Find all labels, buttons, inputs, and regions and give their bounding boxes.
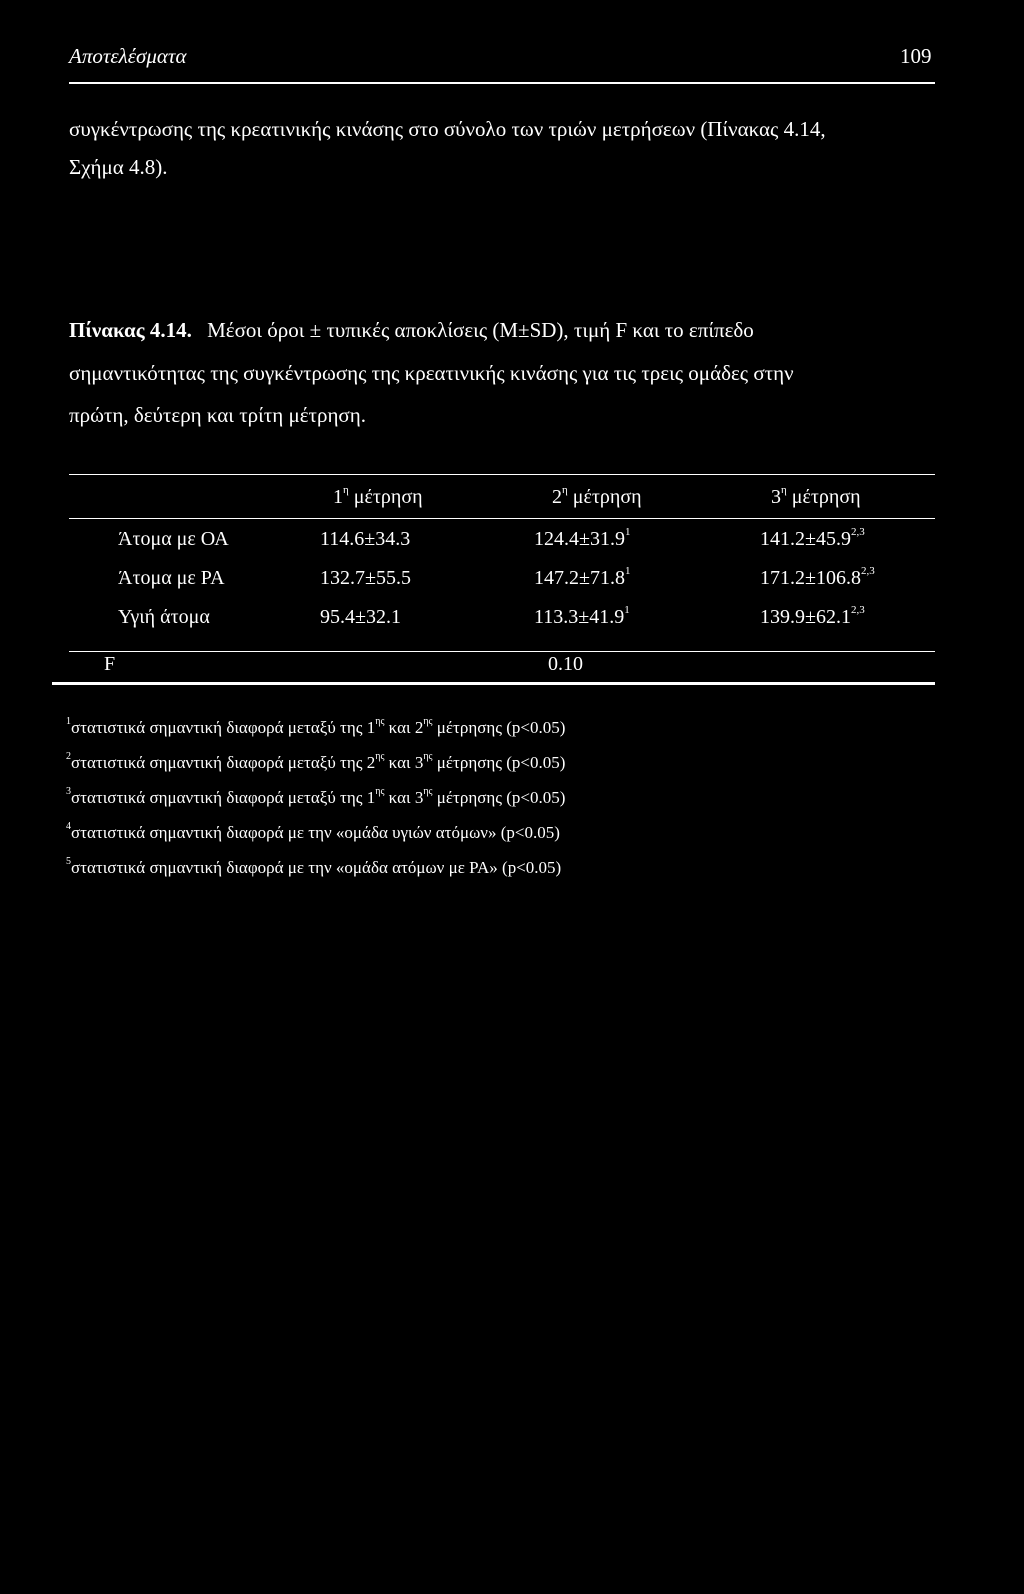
header-rule: [69, 82, 935, 84]
footnote-5: [66, 858, 561, 878]
cell-healthy-m3-sup: 2,3: [850, 604, 865, 617]
table-bottom-rule: [52, 682, 935, 685]
f-value: 0.10: [548, 653, 583, 675]
footnote-3-mark: 3: [66, 786, 71, 798]
column-header-2-text: μέτρηση: [567, 486, 642, 508]
cell-oa-m2-sup: 1: [624, 526, 631, 539]
running-header-title: Αποτελέσματα: [69, 44, 187, 68]
footnote-2-text-a: στατιστικά σημαντική διαφορά μεταξύ της 2: [71, 753, 376, 772]
footnote-3-sup-a: ης: [375, 786, 385, 798]
column-header-1-sup: η: [343, 484, 349, 497]
column-header-1: [333, 486, 423, 509]
cell-oa-m3-sup: 2,3: [850, 526, 865, 539]
table-caption-line-2: σημαντικότητας της συγκέντρωσης της κρεατινικής κινάσης για τις τρεις ομάδες στην: [69, 361, 794, 385]
footnote-2: [66, 753, 565, 773]
cell-ra-m2: [534, 567, 630, 590]
cell-healthy-m2-sup: 1: [624, 604, 630, 617]
footnote-1: [66, 718, 565, 738]
footnote-3-text-b: και 3: [384, 788, 424, 807]
footnote-4-text: στατιστικά σημαντική διαφορά με την «ομάδα υγιών ατόμων» (p<0.05): [71, 823, 560, 842]
footnote-1-text-b: και 2: [384, 718, 424, 737]
footnote-3-text-c: μέτρησης (p<0.05): [432, 788, 566, 807]
cell-healthy-m2: [534, 606, 630, 629]
column-header-1-text: μέτρηση: [348, 486, 423, 508]
footnote-2-sup-a: ης: [375, 751, 385, 763]
table-header-rule: [69, 518, 935, 519]
cell-oa-m1: 114.6±34.3: [320, 528, 411, 550]
table-top-rule: [69, 474, 935, 475]
column-header-3-number: 3: [771, 486, 781, 508]
footnote-1-text-c: μέτρησης (p<0.05): [432, 718, 566, 737]
cell-ra-m1: 132.7±55.5: [320, 567, 411, 589]
cell-oa-m2: [534, 528, 630, 551]
footnote-3-text-a: στατιστικά σημαντική διαφορά μεταξύ της 1: [71, 788, 376, 807]
cell-ra-m2-sup: 1: [624, 565, 631, 578]
footnote-5-text: στατιστικά σημαντική διαφορά με την «ομάδα ατόμων με ΡΑ» (p<0.05): [71, 858, 562, 877]
cell-healthy-m3-value: 139.9±62.1: [760, 606, 851, 628]
intro-line-1: συγκέντρωσης της κρεατινικής κινάσης στο σύνολο των τριών μετρήσεων (Πίνακας 4.14,: [69, 117, 826, 141]
page-number: 109: [900, 44, 932, 68]
cell-oa-m3-value: 141.2±45.9: [760, 528, 851, 550]
column-header-3-text: μέτρηση: [786, 486, 861, 508]
cell-oa-m3: [760, 528, 865, 551]
footnote-1-sup-b: ης: [423, 716, 433, 728]
f-label: F: [104, 653, 116, 675]
footnote-5-mark: 5: [66, 856, 71, 868]
column-header-2-number: 2: [552, 486, 562, 508]
column-header-3-sup: η: [781, 484, 787, 497]
footnote-3: [66, 788, 565, 808]
row-label-ra: Άτομα με ΡΑ: [118, 567, 225, 589]
intro-line-2: Σχήμα 4.8).: [69, 155, 168, 179]
footnote-1-sup-a: ης: [375, 716, 385, 728]
table-caption-label: Πίνακας 4.14.: [69, 318, 192, 342]
footnote-1-text-a: στατιστικά σημαντική διαφορά μεταξύ της 1: [71, 718, 376, 737]
cell-healthy-m2-value: 113.3±41.9: [534, 606, 625, 628]
table-f-rule: [69, 651, 935, 652]
column-header-2-sup: η: [562, 484, 568, 497]
column-header-3: [771, 486, 861, 509]
row-label-oa: Άτομα με ΟΑ: [118, 528, 229, 550]
column-header-1-number: 1: [333, 486, 343, 508]
cell-ra-m2-value: 147.2±71.8: [534, 567, 625, 589]
cell-ra-m3-sup: 2,3: [860, 565, 875, 578]
footnote-3-sup-b: ης: [423, 786, 433, 798]
footnote-2-sup-b: ης: [423, 751, 433, 763]
cell-ra-m3-value: 171.2±106.8: [760, 567, 861, 589]
table-caption-line-3: πρώτη, δεύτερη και τρίτη μέτρηση.: [69, 403, 366, 427]
cell-ra-m3: [760, 567, 875, 590]
footnote-2-text-c: μέτρησης (p<0.05): [432, 753, 566, 772]
footnote-4-mark: 4: [66, 821, 71, 833]
table-caption-text-1: Μέσοι όροι ± τυπικές αποκλίσεις (M±SD), τιμή F και το επίπεδο: [207, 318, 754, 342]
footnote-2-text-b: και 3: [384, 753, 424, 772]
cell-healthy-m3: [760, 606, 865, 629]
cell-oa-m2-value: 124.4±31.9: [534, 528, 625, 550]
table-caption-line-1: [69, 318, 754, 343]
footnote-2-mark: 2: [66, 751, 71, 763]
row-label-healthy: Υγιή άτομα: [118, 606, 210, 628]
column-header-2: [552, 486, 642, 509]
cell-healthy-m1: 95.4±32.1: [320, 606, 401, 628]
footnote-1-mark: 1: [66, 716, 71, 728]
footnote-4: [66, 823, 560, 843]
